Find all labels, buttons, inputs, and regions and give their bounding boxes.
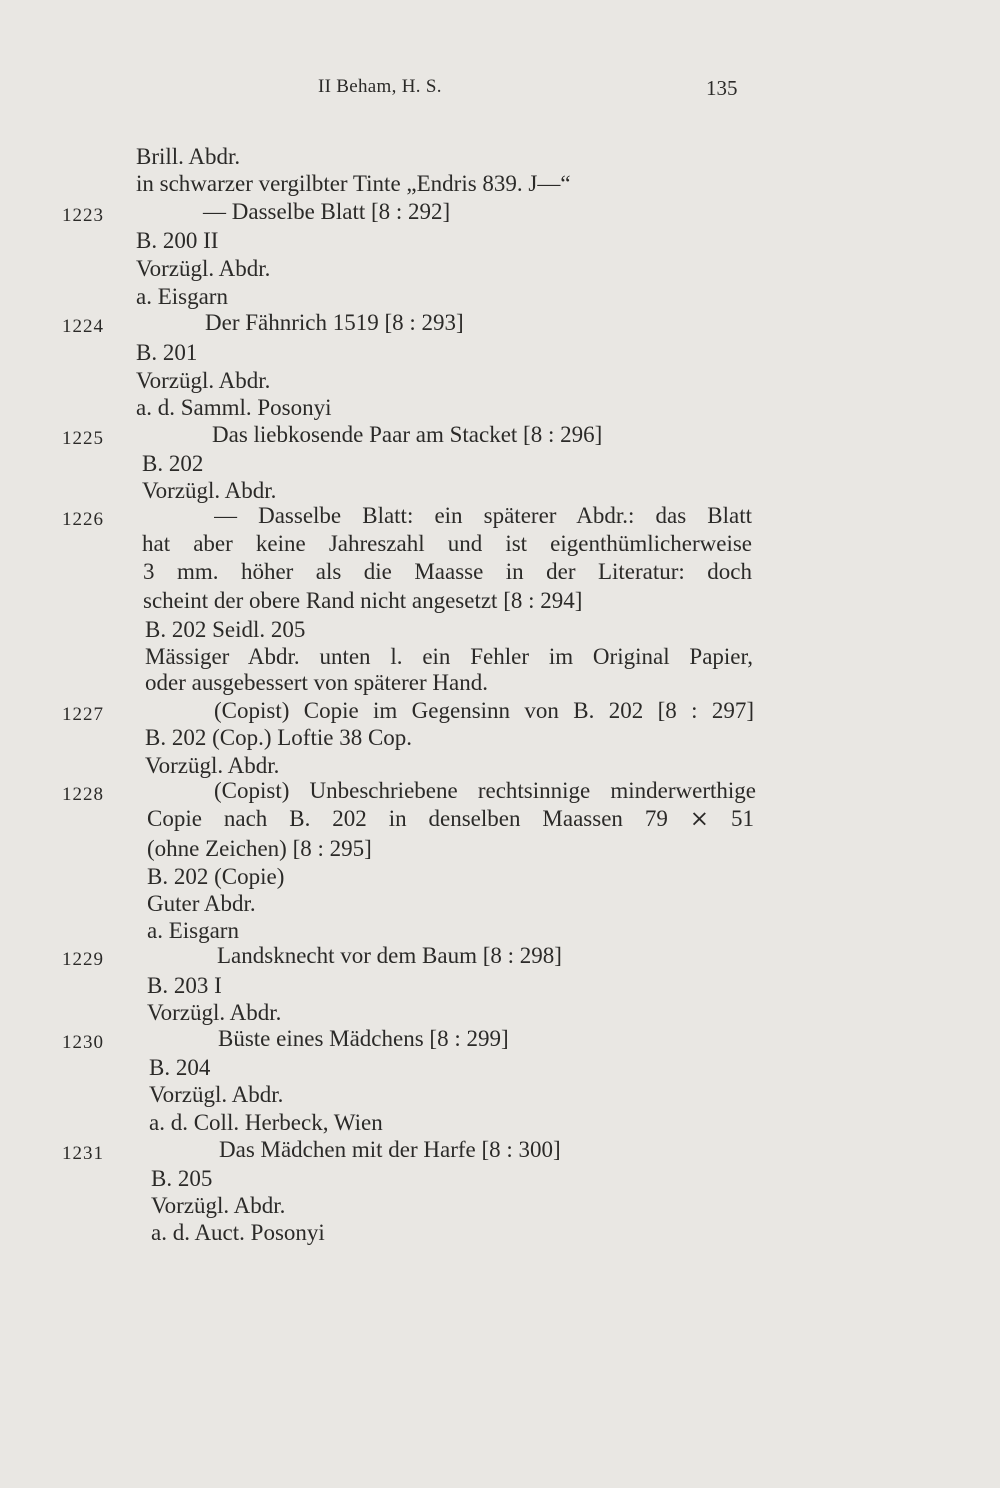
line-text: B. 201 (136, 340, 198, 365)
line-text: Vorzügl. Abdr. (142, 478, 277, 503)
catalogue-line (0, 1164, 1000, 1194)
catalogue-line (0, 393, 1000, 423)
line-text: Mässiger Abdr. unten l. ein Fehler im Original Papier, (145, 644, 753, 669)
line-text: Vorzügl. Abdr. (136, 256, 271, 281)
line-text: Guter Abdr. (147, 891, 256, 916)
line-text: B. 205 (151, 1166, 213, 1191)
line-text: Das liebkosende Paar am Stacket [8 : 296] (212, 422, 603, 447)
entry-number: 1224 (62, 316, 104, 337)
line-text: Vorzügl. Abdr. (149, 1082, 284, 1107)
catalogue-line (0, 197, 1000, 227)
line-text: scheint der obere Rand nicht angesetzt [8 : 294] (143, 588, 583, 613)
line-text: B. 204 (149, 1055, 211, 1080)
entry-number: 1226 (62, 509, 104, 530)
line-text: B. 200 II (136, 228, 219, 253)
line-text: a. Eisgarn (136, 284, 228, 309)
line-text: a. d. Samml. Posonyi (136, 395, 332, 420)
line-text: hat aber keine Jahreszahl und ist eigenthümlicherweise (142, 531, 752, 556)
catalogue-line (0, 420, 1000, 450)
line-text: Copie nach B. 202 in denselben Maassen 79 ⨯ 51 (147, 806, 754, 831)
catalogue-line (0, 226, 1000, 256)
line-text: B. 202 (142, 451, 204, 476)
line-text: Vorzügl. Abdr. (136, 368, 271, 393)
entry-number: 1227 (62, 704, 104, 725)
line-text: B. 202 (Copie) (147, 864, 285, 889)
catalogue-line (0, 776, 1000, 806)
line-text: Vorzügl. Abdr. (151, 1193, 286, 1218)
entry-number: 1223 (62, 205, 104, 226)
line-text: — Dasselbe Blatt [8 : 292] (203, 199, 451, 224)
catalogue-line (0, 941, 1000, 971)
catalogue-line (0, 338, 1000, 368)
line-text: B. 203 I (147, 973, 222, 998)
line-text: Brill. Abdr. (136, 144, 241, 169)
catalogue-line (0, 308, 1000, 338)
catalogue-line (0, 668, 1000, 698)
line-text: Vorzügl. Abdr. (145, 753, 280, 778)
catalogue-line (0, 1135, 1000, 1165)
entry-number: 1228 (62, 784, 104, 805)
catalogue-line (0, 971, 1000, 1001)
catalogue-line (0, 834, 1000, 864)
entry-number: 1229 (62, 949, 104, 970)
line-text: a. d. Coll. Herbeck, Wien (149, 1110, 383, 1135)
entry-number: 1225 (62, 428, 104, 449)
catalogue-line (0, 1191, 1000, 1221)
line-text: a. Eisgarn (147, 918, 239, 943)
line-text: Landsknecht vor dem Baum [8 : 298] (217, 943, 562, 968)
catalogue-line (0, 696, 1000, 726)
line-text: in schwarzer vergilbter Tinte „Endris 839. J—“ (136, 171, 571, 196)
catalogue-line (0, 889, 1000, 919)
catalogue-line (0, 1053, 1000, 1083)
catalogue-line (0, 142, 1000, 172)
line-text: (Copist) Unbeschriebene rechtsinnige minderwerthige (214, 778, 756, 803)
catalogue-line (0, 169, 1000, 199)
entry-number: 1230 (62, 1032, 104, 1053)
catalogue-line (0, 529, 1000, 559)
line-text: a. d. Auct. Posonyi (151, 1220, 325, 1245)
catalogue-line (0, 1080, 1000, 1110)
line-text: Vorzügl. Abdr. (147, 1000, 282, 1025)
page-header (0, 76, 1000, 104)
catalogue-line (0, 1218, 1000, 1248)
catalogue-line (0, 862, 1000, 892)
line-text: Das Mädchen mit der Harfe [8 : 300] (219, 1137, 561, 1162)
catalogue-line (0, 254, 1000, 284)
running-head: II Beham, H. S. (318, 76, 442, 97)
catalogue-line (0, 557, 1000, 587)
line-text: 3 mm. höher als die Maasse in der Literatur: doch (143, 559, 752, 584)
catalogue-line (0, 615, 1000, 645)
catalogue-line (0, 501, 1000, 531)
line-text: Büste eines Mädchens [8 : 299] (218, 1026, 509, 1051)
line-text: (Copist) Copie im Gegensinn von B. 202 [8 : 297] (214, 698, 754, 723)
line-text: oder ausgebessert von späterer Hand. (145, 670, 488, 695)
catalogue-line (0, 1108, 1000, 1138)
catalogue-line (0, 586, 1000, 616)
catalogue-line (0, 723, 1000, 753)
page-number: 135 (706, 76, 738, 100)
catalogue-line (0, 449, 1000, 479)
line-text: B. 202 (Cop.) Loftie 38 Cop. (145, 725, 413, 750)
catalogue-line (0, 1024, 1000, 1054)
line-text: — Dasselbe Blatt: ein späterer Abdr.: das Blatt (214, 503, 752, 528)
line-text: Der Fähnrich 1519 [8 : 293] (205, 310, 464, 335)
catalogue-line (0, 804, 1000, 834)
line-text: (ohne Zeichen) [8 : 295] (147, 836, 372, 861)
entry-number: 1231 (62, 1143, 104, 1164)
catalogue-line (0, 366, 1000, 396)
line-text: B. 202 Seidl. 205 (145, 617, 306, 642)
